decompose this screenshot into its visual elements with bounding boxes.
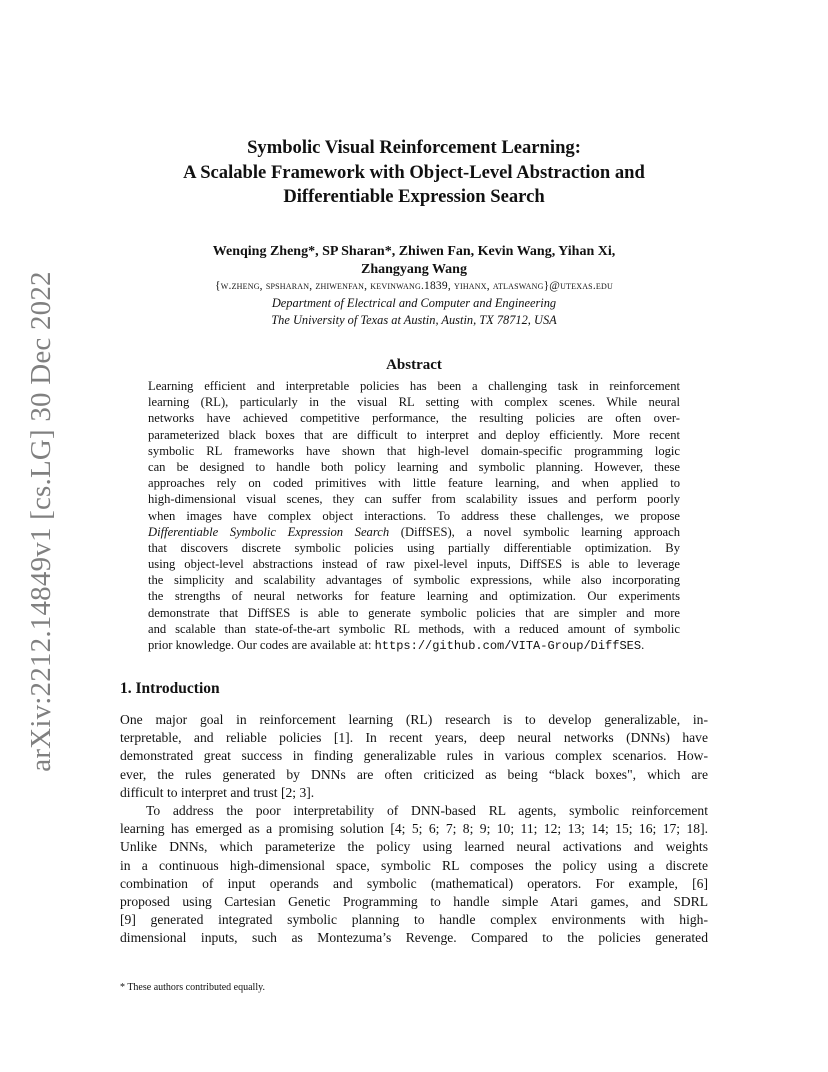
body-line: difficult to interpret and trust [2; 3]. xyxy=(120,784,315,800)
affiliation-university: The University of Texas at Austin, Austin, TX 78712, USA xyxy=(271,313,557,327)
section-heading-introduction: 1. Introduction xyxy=(120,680,220,697)
arxiv-stamp-text: arXiv:2212.14849v1 [cs.LG] 30 Dec 2022 xyxy=(24,270,57,772)
abstract-line: and scalable than state-of-the-art symbolic RL methods, with a reduced amount of symbolic xyxy=(148,621,680,636)
body-line: To address the poor interpretability of DNN-based RL agents, symbolic reinforcement xyxy=(146,802,708,818)
abstract-line: symbolic RL frameworks have shown that high-level domain-specific programming logic xyxy=(148,443,680,458)
affiliation-department: Department of Electrical and Computer and Engineering xyxy=(271,296,557,310)
author-line: Wenqing Zheng*, SP Sharan*, Zhiwen Fan, Kevin Wang, Yihan Xi, xyxy=(212,244,616,259)
abstract-line: learning (RL), particularly in the visual RL setting with complex scenes. While neural xyxy=(148,395,680,410)
body-line: ever, the rules generated by DNNs are often criticized as being “black boxes", which are xyxy=(120,766,708,782)
abstract-line: approaches rely on coded primitives with little feature learning, and when applied to xyxy=(148,476,680,491)
author-line: Zhangyang Wang xyxy=(361,262,467,277)
footnote-equal-contribution: * These authors contributed equally. xyxy=(120,982,265,993)
author-list xyxy=(100,243,728,279)
abstract-line: that discovers discrete symbolic policies using partially differentiable optimization. By xyxy=(148,540,680,555)
title-line: Symbolic Visual Reinforcement Learning: xyxy=(247,137,581,158)
abstract-line xyxy=(148,524,680,540)
abstract-line: the simplicity and scalability advantages of symbolic expressions, while also incorporating xyxy=(148,573,680,588)
title-line: A Scalable Framework with Object-Level Abstraction and xyxy=(183,161,645,183)
body-line: Unlike DNNs, which parameterize the policy using learned neural activations and weights xyxy=(120,839,708,855)
title-line: Differentiable Expression Search xyxy=(283,186,545,207)
introduction-body xyxy=(120,711,708,947)
body-line: demonstrated great success in finding generalizable rules in various complex scenarios. How- xyxy=(120,748,708,764)
abstract-line: parameterized black boxes that are difficult to interpret and deploy efficiently. More recent xyxy=(148,427,680,442)
body-line: in a continuous high-dimensional space, symbolic RL composes the policy using a discrete xyxy=(120,857,708,873)
abstract-line xyxy=(148,637,680,653)
author-emails: {w.zheng, spsharan, zhiwenfan, kevinwang.1839, yihanx, atlaswang}@utexas.edu xyxy=(215,280,613,292)
code-repo-link[interactable]: https://github.com/VITA-Group/DiffSES xyxy=(374,639,642,653)
body-line: dimensional inputs, such as Montezuma’s Revenge. Compared to the policies generated xyxy=(120,930,708,946)
arxiv-stamp xyxy=(18,270,64,772)
body-line: [9] generated integrated symbolic planning to handle complex environments with high- xyxy=(120,912,708,928)
abstract-code-prefix: prior knowledge. Our codes are available at: xyxy=(148,638,375,652)
body-line: proposed using Cartesian Genetic Programming to handle simple Atari games, and SDRL xyxy=(120,893,708,909)
method-name-italic: Differentiable Symbolic Expression Search xyxy=(148,524,390,539)
abstract-heading: Abstract xyxy=(386,357,442,373)
abstract-line: when images have complex object interactions. To address these challenges, we propose xyxy=(148,508,680,523)
abstract-line: using object-level abstractions instead of raw pixel-level inputs, DiffSES is able to leverage xyxy=(148,557,680,572)
abstract-line: high-dimensional visual scenes, they can suffer from scalability issues and perform poorly xyxy=(148,492,680,507)
abstract-line: the strengths of neural networks for feature learning and optimization. Our experiments xyxy=(148,589,680,604)
paper-title xyxy=(100,136,728,210)
body-line: learning has emerged as a promising solution [4; 5; 6; 7; 8; 9; 10; 11; 12; 13; 14; 15; 16; 17; 18]. xyxy=(120,821,708,837)
abstract-line-rest: (DiffSES), a novel symbolic learning approach xyxy=(389,524,680,539)
body-line: combination of input operands and symbolic (mathematical) operators. For example, [6] xyxy=(120,875,708,891)
abstract-last-suffix: . xyxy=(641,638,645,652)
abstract-line: Learning efficient and interpretable policies has been a challenging task in reinforcement xyxy=(148,379,680,393)
abstract-body xyxy=(148,378,680,653)
body-line: terpretable, and reliable policies [1]. In recent years, deep neural networks (DNNs) have xyxy=(120,730,708,746)
body-line: One major goal in reinforcement learning (RL) research is to develop generalizable, in- xyxy=(120,712,708,727)
abstract-line: demonstrate that DiffSES is able to generate symbolic policies that are simpler and more xyxy=(148,605,680,620)
abstract-line: can be designed to handle both policy learning and symbolic planning. However, these xyxy=(148,459,680,474)
abstract-line: networks have achieved competitive performance, the resulting policies are often over- xyxy=(148,411,680,426)
